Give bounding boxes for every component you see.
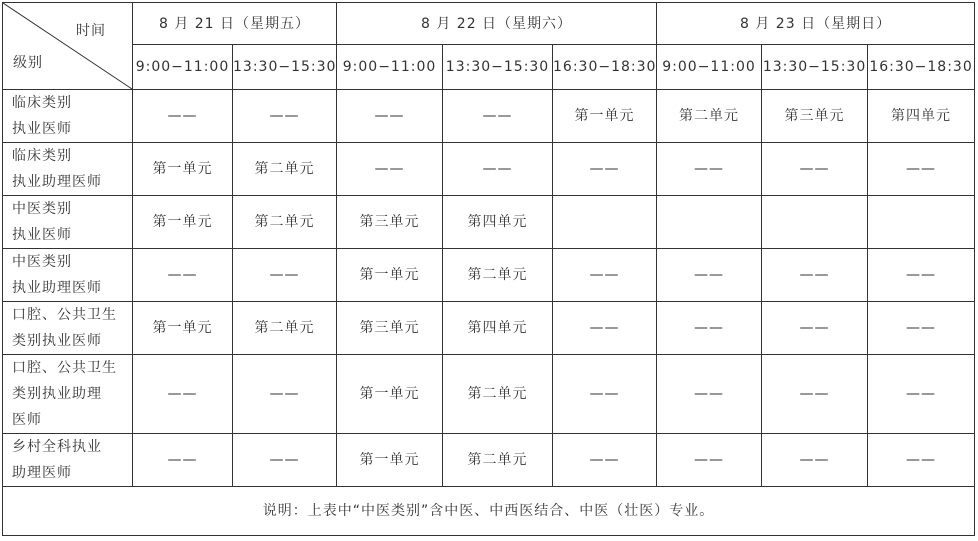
row-category-cell [3,302,133,355]
row-category-label-line: 临床类别 [12,148,72,164]
schedule-cell: —— [133,90,233,143]
schedule-cell: 第四单元 [443,302,553,355]
row-category-label-line: 口腔、公共卫生 [12,307,117,323]
row-category-cell [3,143,133,196]
schedule-cell: 第一单元 [133,196,233,249]
schedule-cell: —— [553,434,657,487]
diagonal-line [3,3,132,89]
time-header-cell: 16:30−18:30 [553,45,657,90]
schedule-cell: 第二单元 [657,90,762,143]
schedule-cell: —— [553,355,657,434]
row-category-label-line: 执业助理医师 [12,174,102,190]
schedule-cell: 第三单元 [337,196,443,249]
time-header-cell: 9:00−11:00 [337,45,443,90]
schedule-cell: 第二单元 [443,249,553,302]
row-category-label-line: 类别执业助理 [12,386,102,402]
schedule-cell: 第二单元 [233,196,337,249]
schedule-cell: 第一单元 [337,434,443,487]
row-category-cell [3,434,133,487]
schedule-cell: 第二单元 [443,434,553,487]
row-category-label-line: 助理医师 [12,465,72,481]
row-category-cell [3,355,133,434]
schedule-cell: —— [233,249,337,302]
date-header-aug22: 8 月 22 日（星期六） [337,3,657,45]
schedule-cell: —— [657,355,762,434]
schedule-cell: —— [553,302,657,355]
schedule-cell: 第一单元 [337,355,443,434]
exam-schedule-table [2,2,975,536]
schedule-cell: —— [657,302,762,355]
time-header-cell: 16:30−18:30 [868,45,975,90]
table-row [3,249,975,302]
row-category-cell [3,196,133,249]
schedule-cell: 第一单元 [133,302,233,355]
date-header-aug21: 8 月 21 日（星期五） [133,3,337,45]
schedule-cell: —— [868,302,975,355]
schedule-cell: —— [233,355,337,434]
schedule-cell: 第四单元 [443,196,553,249]
note-row [3,487,975,536]
table-row [3,355,975,434]
table-row [3,196,975,249]
schedule-cell: —— [233,90,337,143]
schedule-cell: —— [337,143,443,196]
row-category-label-line: 执业助理医师 [12,280,102,296]
row-category-label-line: 中医类别 [12,201,72,217]
schedule-cell: —— [553,249,657,302]
schedule-cell: —— [868,434,975,487]
schedule-cell: —— [133,355,233,434]
header-row-times [3,45,975,90]
schedule-cell [868,196,975,249]
schedule-cell: —— [762,249,868,302]
schedule-cell [553,196,657,249]
row-category-label-line: 中医类别 [12,254,72,270]
schedule-cell: —— [762,302,868,355]
table-row [3,302,975,355]
schedule-cell: —— [762,143,868,196]
row-category-label-line: 乡村全科执业 [12,439,102,455]
schedule-cell: 第一单元 [553,90,657,143]
time-header-cell: 9:00−11:00 [657,45,762,90]
schedule-cell: —— [868,143,975,196]
schedule-cell: 第四单元 [868,90,975,143]
row-category-cell [3,249,133,302]
row-category-label-line: 类别执业医师 [12,333,102,349]
date-header-aug23: 8 月 23 日（星期日） [657,3,975,45]
schedule-cell: —— [657,143,762,196]
row-category-label-line: 执业医师 [12,121,72,137]
schedule-cell [762,196,868,249]
schedule-cell: —— [337,90,443,143]
row-category-label-line: 口腔、公共卫生 [12,360,117,376]
schedule-cell: 第一单元 [133,143,233,196]
schedule-cell [657,196,762,249]
schedule-cell: 第三单元 [337,302,443,355]
schedule-cell: 第一单元 [337,249,443,302]
header-row-dates [3,3,975,45]
row-category-cell [3,90,133,143]
row-category-label-line: 临床类别 [12,95,72,111]
footnote-text: 说明：上表中“中医类别”含中医、中西医结合、中医（壮医）专业。 [3,487,975,536]
table-row [3,90,975,143]
schedule-cell: —— [762,434,868,487]
table-row [3,434,975,487]
schedule-cell: —— [233,434,337,487]
table-row [3,143,975,196]
schedule-cell: 第三单元 [762,90,868,143]
row-category-label-line: 医师 [12,412,42,428]
time-header-cell: 9:00−11:00 [133,45,233,90]
schedule-cell: —— [553,143,657,196]
row-category-label-line: 执业医师 [12,227,72,243]
corner-header-cell [3,3,133,90]
time-header-cell: 13:30−15:30 [762,45,868,90]
time-header-cell: 13:30−15:30 [233,45,337,90]
schedule-cell: —— [443,90,553,143]
schedule-cell: —— [133,249,233,302]
schedule-cell: —— [133,434,233,487]
schedule-cell: —— [443,143,553,196]
schedule-cell: —— [762,355,868,434]
time-header-cell: 13:30−15:30 [443,45,553,90]
corner-level-label: 级别 [13,55,43,71]
schedule-cell: 第二单元 [443,355,553,434]
corner-time-label: 时间 [76,23,106,39]
schedule-cell: —— [868,249,975,302]
schedule-cell: 第二单元 [233,143,337,196]
schedule-cell: 第二单元 [233,302,337,355]
schedule-cell: —— [868,355,975,434]
schedule-cell: —— [657,249,762,302]
schedule-cell: —— [657,434,762,487]
